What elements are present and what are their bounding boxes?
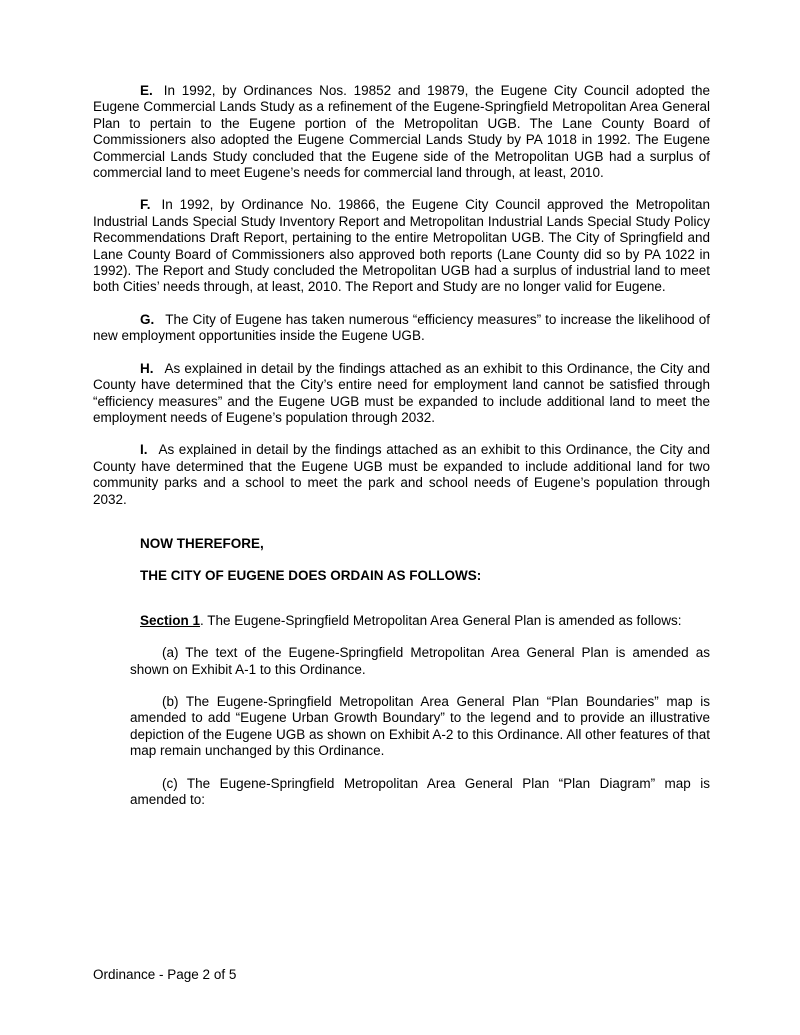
section-1-label: Section 1 bbox=[140, 612, 201, 628]
section-1-text: . The Eugene-Springfield Metropolitan Area General Plan is amended as follows: bbox=[200, 612, 682, 628]
document-body bbox=[93, 83, 710, 824]
paragraph-g-label: G. bbox=[140, 311, 155, 327]
paragraph-i-text: As explained in detail by the findings attached as an exhibit to this Ordinance, the City and County have determined that the Eugene UGB must be expanded to include additional land for two community parks and a school to meet the park and school needs of Eugene’s population through 2032. bbox=[93, 442, 710, 507]
paragraph-e bbox=[93, 83, 710, 181]
subparagraph-a: (a) The text of the Eugene-Springfield Metropolitan Area General Plan is amended as shown on Exhibit A-1 to this Ordinance. bbox=[130, 645, 710, 677]
page-footer: Ordinance - Page 2 of 5 bbox=[93, 967, 237, 982]
paragraph-f bbox=[93, 197, 710, 295]
paragraph-i bbox=[93, 442, 710, 508]
paragraph-f-label: F. bbox=[140, 197, 151, 213]
subparagraph-b: (b) The Eugene-Springfield Metropolitan Area General Plan “Plan Boundaries” map is amended to add “Eugene Urban Growth Boundary” to the legend and to provide an illustrative depiction of the Eugene UGB as shown on Exhibit A-2 to this Ordinance. All other features of that map remain unchanged by this Ordinance. bbox=[130, 693, 710, 759]
section-1-paragraph bbox=[93, 613, 710, 629]
paragraph-e-text: In 1992, by Ordinances Nos. 19852 and 19879, the Eugene City Council adopted the Eugene Commercial Lands Study as a refinement of the Eugene-Springfield Metropolitan Area General Plan to pertain to the Eugene portion of the Metropolitan UGB. The Lane County Board of Commissioners also adopted the Eugene Commercial Lands Study by PA 1018 in 1992. The Eugene Commercial Lands Study concluded that the Eugene side of the Metropolitan UGB had a surplus of commercial land to meet Eugene’s needs for commercial land through, at least, 2010. bbox=[93, 83, 710, 181]
ordain-heading: THE CITY OF EUGENE DOES ORDAIN AS FOLLOWS: bbox=[140, 568, 482, 584]
paragraph-f-text: In 1992, by Ordinance No. 19866, the Eugene City Council approved the Metropolitan Industrial Lands Special Study Inventory Report and Metropolitan Industrial Lands Special Study Policy Recommendations Draft Report, pertaining to the entire Metropolitan UGB. The City of Springfield and Lane County Board of Commissioners also approved both reports (Lane County did so by PA 1022 in 1992). The Report and Study concluded the Metropolitan UGB had a surplus of industrial land to meet both Cities’ needs through, at least, 2010. The Report and Study are no longer valid for Eugene. bbox=[93, 197, 710, 295]
paragraph-g bbox=[93, 312, 710, 345]
paragraph-i-label: I. bbox=[140, 442, 148, 458]
subparagraph-c: (c) The Eugene-Springfield Metropolitan Area General Plan “Plan Diagram” map is amended to: bbox=[130, 775, 710, 807]
paragraph-h-text: As explained in detail by the findings attached as an exhibit to this Ordinance, the City and County have determined that the City’s entire need for employment land cannot be satisfied through “efficiency measures” and the Eugene UGB must be expanded to include additional land to meet the employment needs of Eugene’s population through 2032. bbox=[93, 360, 710, 425]
now-therefore-heading: NOW THEREFORE, bbox=[140, 535, 264, 551]
paragraph-g-text: The City of Eugene has taken numerous “efficiency measures” to increase the likelihood of new employment opportunities inside the Eugene UGB. bbox=[93, 311, 710, 344]
paragraph-h-label: H. bbox=[140, 360, 154, 376]
paragraph-e-label: E. bbox=[140, 83, 153, 98]
paragraph-h bbox=[93, 361, 710, 427]
